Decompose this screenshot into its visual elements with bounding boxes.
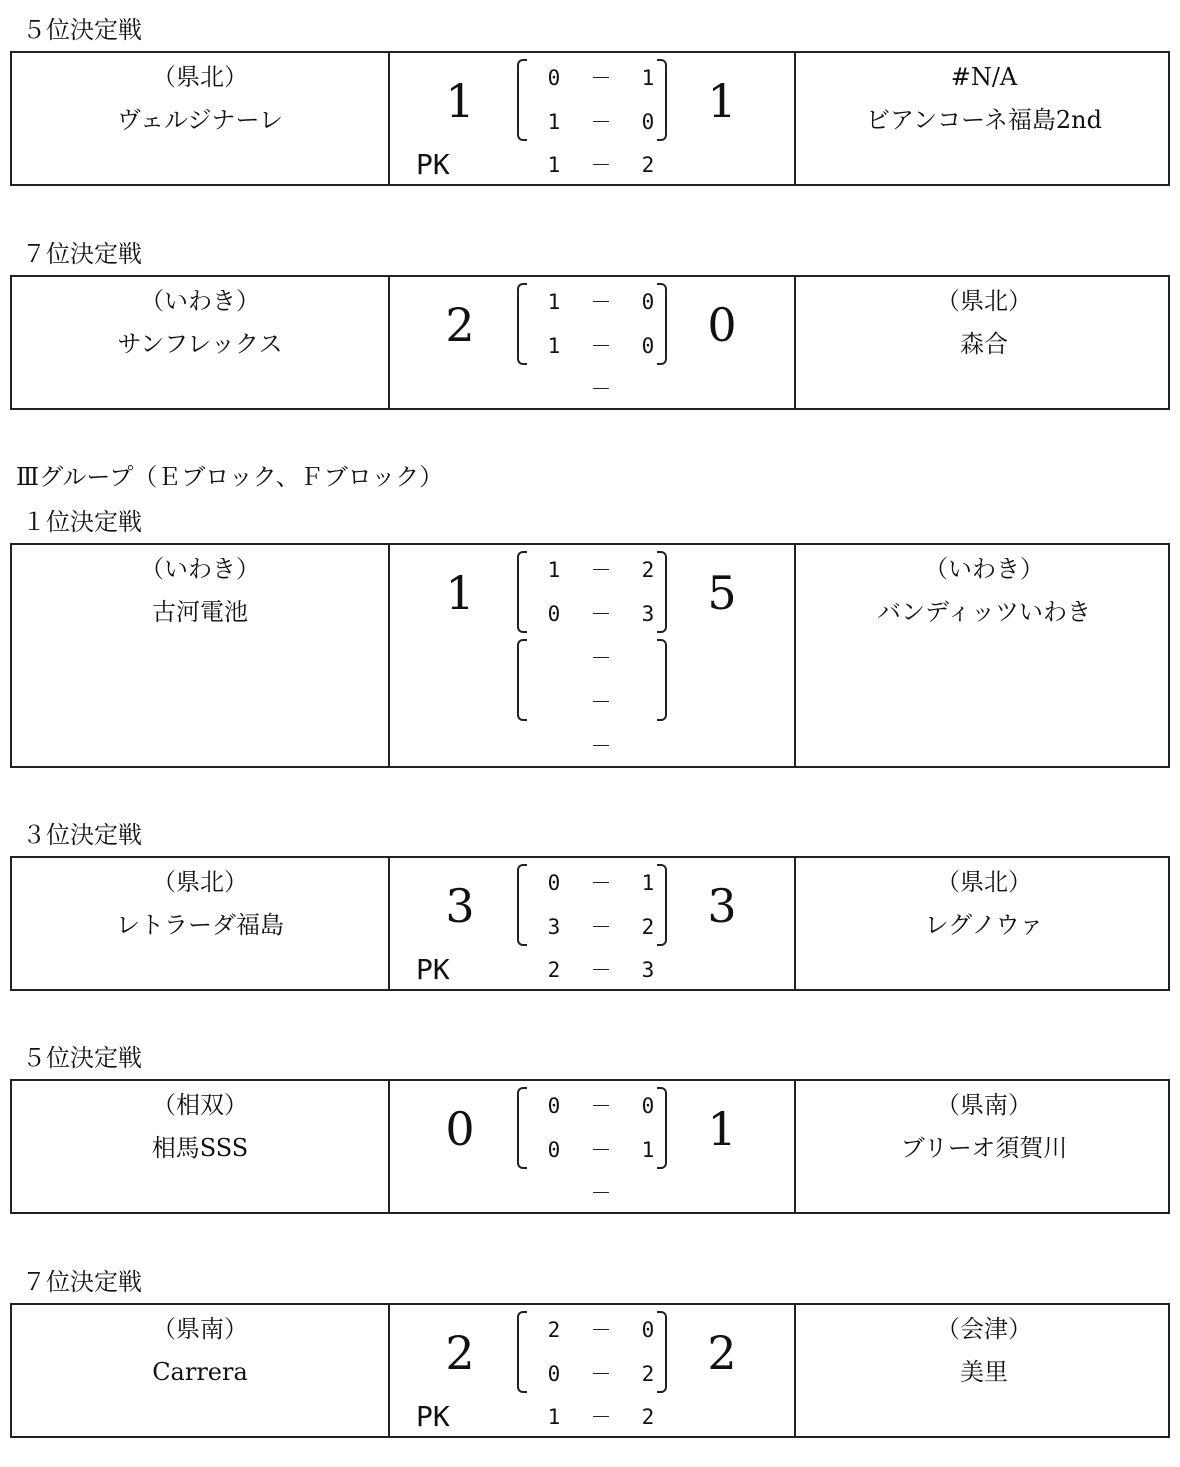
first-half-score: 0 － 0 xyxy=(547,1094,655,1118)
column-divider xyxy=(388,1305,390,1436)
home-total-score: 1 xyxy=(445,566,475,620)
away-team-name: ビアンコーネ福島2nd xyxy=(866,106,1102,134)
away-team-region: #N/A xyxy=(950,63,1018,91)
first-half-score: 0 － 1 xyxy=(547,871,655,895)
away-team-region: （会津） xyxy=(936,1315,1032,1343)
second-half-score: 0 － 1 xyxy=(547,1138,655,1162)
home-team-name: ヴェルジナーレ xyxy=(117,106,283,134)
match-table xyxy=(10,51,1170,186)
away-team-region: （いわき） xyxy=(924,555,1044,583)
extra-time-first-score: － xyxy=(590,646,612,670)
column-divider xyxy=(388,1081,390,1212)
second-half-score: 3 － 2 xyxy=(547,915,655,939)
match-table xyxy=(10,543,1170,768)
home-team-region: （いわき） xyxy=(140,287,260,315)
home-total-score: 3 xyxy=(445,879,475,933)
extra-time-second-score: － xyxy=(590,690,612,714)
pk-label: PK xyxy=(416,953,450,986)
away-team-region: （県南） xyxy=(936,1091,1032,1119)
column-divider xyxy=(388,53,390,184)
match-heading: ３位決定戦 xyxy=(22,821,142,849)
pk-score: － xyxy=(590,377,612,401)
away-team-region: （県北） xyxy=(936,287,1032,315)
match-heading: ７位決定戦 xyxy=(22,1268,142,1296)
away-total-score: 5 xyxy=(707,566,737,620)
first-half-score: 1 － 2 xyxy=(547,558,655,582)
home-total-score: 0 xyxy=(445,1102,475,1156)
away-team-name: レグノウァ xyxy=(924,911,1044,939)
second-half-score: 1 － 0 xyxy=(547,334,655,358)
column-divider xyxy=(388,277,390,408)
column-divider xyxy=(388,545,390,766)
away-team-name: 森合 xyxy=(960,330,1008,358)
away-total-score: 1 xyxy=(707,74,737,128)
away-team-name: バンディッツいわき xyxy=(876,598,1092,626)
home-total-score: 1 xyxy=(445,74,475,128)
first-half-score: 2 － 0 xyxy=(547,1318,655,1342)
second-half-score: 1 － 0 xyxy=(547,110,655,134)
away-team-name: 美里 xyxy=(960,1358,1008,1386)
pk-score: － xyxy=(590,734,612,758)
home-team-name: レトラーダ福島 xyxy=(116,911,284,939)
home-team-name: Carrera xyxy=(152,1358,248,1386)
home-team-region: （いわき） xyxy=(140,555,260,583)
column-divider xyxy=(388,858,390,989)
away-total-score: 3 xyxy=(707,879,737,933)
home-team-name: 古河電池 xyxy=(152,598,248,626)
away-team-name: ブリーオ須賀川 xyxy=(900,1134,1068,1162)
match-heading: ５位決定戦 xyxy=(22,1044,142,1072)
match-heading: ５位決定戦 xyxy=(22,16,142,44)
home-total-score: 2 xyxy=(445,298,475,352)
pk-score: 2 － 3 xyxy=(547,958,655,982)
pk-score: － xyxy=(590,1181,612,1205)
pk-label: PK xyxy=(416,1400,450,1433)
second-half-score: 0 － 2 xyxy=(547,1362,655,1386)
home-team-name: サンフレックス xyxy=(117,330,283,358)
match-heading: １位決定戦 xyxy=(22,508,142,536)
away-total-score: 0 xyxy=(707,298,737,352)
match-table xyxy=(10,856,1170,991)
home-team-region: （県北） xyxy=(152,63,248,91)
pk-label: PK xyxy=(416,148,450,181)
away-team-region: （県北） xyxy=(936,868,1032,896)
home-team-name: 相馬SSS xyxy=(151,1134,249,1162)
pk-score: 1 － 2 xyxy=(547,1405,655,1429)
match-heading: ７位決定戦 xyxy=(22,240,142,268)
home-team-region: （相双） xyxy=(152,1091,248,1119)
match-table xyxy=(10,275,1170,410)
match-table xyxy=(10,1303,1170,1438)
first-half-score: 0 － 1 xyxy=(547,66,655,90)
home-team-region: （県北） xyxy=(152,868,248,896)
away-total-score: 1 xyxy=(707,1102,737,1156)
second-half-score: 0 － 3 xyxy=(547,602,655,626)
first-half-score: 1 － 0 xyxy=(547,290,655,314)
home-total-score: 2 xyxy=(445,1326,475,1380)
pk-score: 1 － 2 xyxy=(547,153,655,177)
match-table xyxy=(10,1079,1170,1214)
home-team-region: （県南） xyxy=(152,1315,248,1343)
group-heading: Ⅲグループ（Ｅブロック、Ｆブロック） xyxy=(16,463,444,491)
away-total-score: 2 xyxy=(707,1326,737,1380)
